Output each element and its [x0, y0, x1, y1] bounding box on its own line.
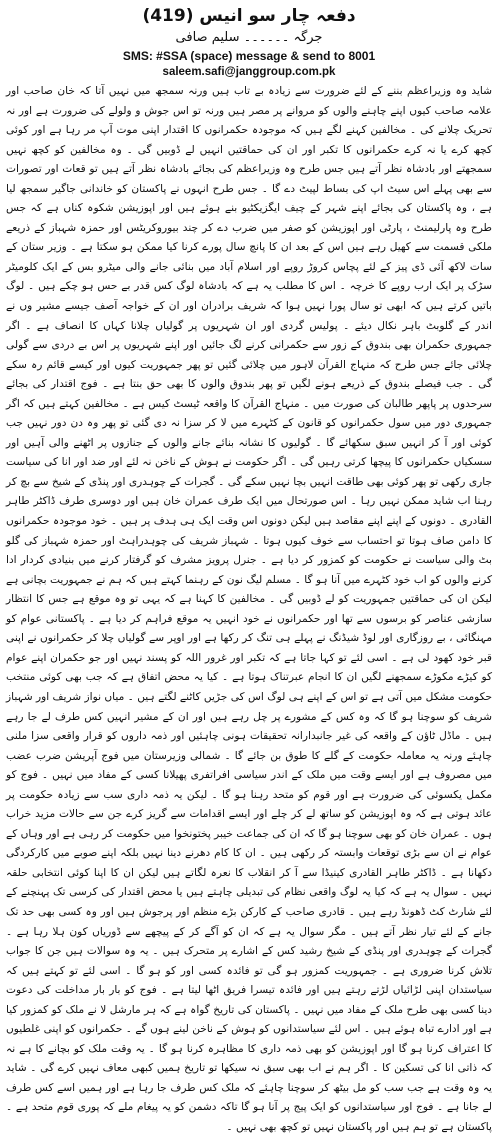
column-byline: جرگہ ۔۔۔۔۔۔ سلیم صافی: [175, 30, 323, 45]
column-title: دفعہ چار سو انیس (419): [142, 6, 356, 26]
column-header: [6, 4, 492, 80]
article-body: [6, 82, 492, 1133]
sms-instructions: SMS: #SSA (space) message & send to 8001: [122, 49, 376, 63]
article-paragraph: شاید وہ وزیراعظم بننے کے لئے ضرورت سے زیادہ بے تاب ہیں ورنہ سمجھ میں نہیں آتا کہ خان صاحب اور علامہ صاحب کیوں اپنے چاہنے والوں کو مروانے پر مصر ہیں ورنہ تو اس جوش و ولولے کی ضرورت ہے اور نہ تحریک چلانے کی ۔ مخالفین کہنے لگے ہیں کہ موجودہ حکمرانوں کا اقتدار اپنی موت آپ مر رہا ہے اور کوئی کچھ کرے یا نہ کرے حکمرانوں کا تکبر اور ان کی حماقتیں انہیں لے ڈوبیں گی ۔ وہ مخالفین کو کچھ نہیں سمجھتے اور بادشاہ نظر آتے ہیں جس طرح وہ وزیراعظم کی بجائے بادشاہ نظر آتے ہیں تو قعات اور تصورات سے بھی پہلے اس سیٹ اپ کی بساط لپیٹ دے گا ۔ جس طرح انہوں نے پاکستان کو خاندانی جاگیر سمجھ لیا ہے ، وہ پاکستان کی بجائے اپنے شہر کے چیف ایگزیکٹیو بنے ہوئے ہیں اور اپوزیشن شکوہ کناں ہے کہ جس طرح وہ پارلیمنٹ ، پارٹی اور اپوزیشن کو صفر میں ضرب دے کر چند بیوروکریٹس اور حمزہ شہباز کے ذریعے ملکی قسمت سے کھیل رہے ہیں اس کے بعد ان کا پانچ سال پورے کرنا کیا ممکن ہو سکتا ہے ۔ وزیر ستان کے سات لاکھ آئی ڈی پیز کے لئے پچاس کروڑ روپے اور اسلام آباد میں بنائی جانے والی میٹرو بس کے ایک کلومیٹر سڑک پر ایک ارب روپے کا خرچہ ۔ اس کا مطلب یہ ہے کہ بادشاہ لوگ کس قدر بے حس ہو چکے ہیں ۔ لوگ باتیں کرتے ہیں کہ ابھی تو سال پورا نہیں ہوا کہ شریف برادران اور ان کے خواجہ آصف جیسے مشیر وں نے اندر کے گلوبٹ باہر نکال دیئے ۔ پولیس گردی اور ان شہریوں پر گولیاں چلانا کہاں کا انصاف ہے ۔ اگر جمہوری حکمران بھی بندوق کے زور سے حکمرانی کرنے لگ جائیں اور اپنے شہریوں پر اس بے دردی سے گولی چلائی جائے جس طرح کہ منہاج القرآن لاہور میں چلائی گئیں تو پھر جمہوریت کیوں اور کیسے قائم رہ سکے گی ۔ جب فیصلے بندوق کے ذریعے ہونے لگیں تو پھر بندوق والوں کا بھی حق بنتا ہے ۔ فوج اقتدار کی بجائے سرحدوں پر پاپھر طالبان کی صورت میں ۔ منہاج القرآن کا واقعہ ٹیسٹ کیس ہے ۔ مخالفین کہتے ہیں کہ اگر جمہوری دور میں سول حکمرانوں کو قانون کے کٹہرے میں لا کر سزا نہ دی گئی تو پھر وہ دن دور نہیں جب کوئی اور آ کر انہیں سبق سکھائے گا ۔ گولیوں کا نشانہ بنائے جانے والوں کے جنازوں پر اٹھنے والی آہیں اور سسکیاں حکمرانوں کا پیچھا کرتی رہیں گی ۔ اگر حکومت نے ہوش کے ناخن نہ لئے اور ضد اور انا کی سیاست جاری رکھی تو پھر کوئی بھی طاقت انہیں بچا نہیں سکے گی ۔ گجرات کے چوہدری اور پنڈی کے شیخ سے بچ کر رہنا اب شاید ممکن نہیں رہا ۔ اس صورتحال میں ایک طرف عمران خان ہیں اور دوسری طرف ڈاکٹر طاہر القادری ۔ دونوں کے اپنے اپنے مقاصد ہیں لیکن دونوں اس وقت ایک ہی ہدف پر ہیں ۔ خود موجودہ حکمرانوں کا دامن صاف ہوتا تو احتساب سے خوف کیوں ہوتا ۔ شہباز شریف کی چوہدراہٹ اور حمزہ شہباز کی گلو بٹ والی سیاست نے حکومت کو کمزور کر دیا ہے ۔ جنرل پرویز مشرف کو گرفتار کرنے میں بنیادی کردار ادا کرنے والوں کو اب خود کٹہرے میں آنا ہو گا ۔ مسلم لیگ نون کے رہنما کہتے ہیں کہ ہم نے جمہوریت بچانی ہے لیکن ان کی حماقتیں جمہوریت کو لے ڈوبیں گی ۔ مخالفین کا کہنا ہے کہ یہی تو وہ موقع ہے جس کا انتظار سازشی عناصر کو برسوں سے تھا اور حکمرانوں نے خود انہیں یہ موقع فراہم کر دیا ہے ۔ پاکستانی عوام کو مہنگائی ، بے روزگاری اور لوڈ شیڈنگ نے پہلے ہی تنگ کر رکھا ہے اور اوپر سے گولیاں چلا کر حکمرانوں نے اپنی قبر خود کھود لی ہے ۔ اسی لئے تو کہا جاتا ہے کہ تکبر اور غرور اللہ کو پسند نہیں اور جو حکمران اپنے عوام کو کیڑے مکوڑے سمجھنے لگیں ان کا انجام عبرتناک ہوتا ہے ۔ کیا یہ محض اتفاق ہے کہ جب بھی کوئی منتخب حکومت مشکل میں آتی ہے تو اس کے اپنے ہی لوگ اس کی جڑیں کاٹنے لگتے ہیں ۔ میاں نواز شریف اور شہباز شریف کو سوچنا ہو گا کہ وہ کس کے مشورے پر چل رہے ہیں اور ان کے مشیر انہیں کس طرف لے جا رہے ہیں ۔ ماڈل ٹاؤن کے واقعہ کی غیر جانبدارانہ تحقیقات ہونی چاہئیں اور ذمہ داروں کو قرار واقعی سزا ملنی چاہئے ورنہ یہ معاملہ حکومت کے گلے کا طوق بن جائے گا ۔ شمالی وزیرستان میں فوج آپریشن ضرب عضب میں مصروف ہے اور ایسے وقت میں ملک کے اندر سیاسی افراتفری پھیلانا کسی کے مفاد میں نہیں ۔ فوج کو مکمل یکسوئی کی ضرورت ہے اور قوم کو متحد رہنا ہو گا ۔ لیکن یہ ذمہ داری سب سے زیادہ حکومت پر عائد ہوتی ہے کہ وہ اپوزیشن کو ساتھ لے کر چلے اور ایسے اقدامات سے گریز کرے جن سے حالات مزید خراب ہوں ۔ عمران خان کو بھی سوچنا ہو گا کہ ان کی جماعت خیبر پختونخوا میں حکومت کر رہی ہے اور وہاں کے عوام نے ان سے بڑی توقعات وابستہ کر رکھی ہیں ۔ ان کا کام دھرنے دینا نہیں بلکہ اپنے صوبے میں کارکردگی دکھانا ہے ۔ ڈاکٹر طاہر القادری کینیڈا سے آ کر انقلاب کا نعرہ لگاتے ہیں لیکن ان کا اپنا کوئی انتخابی حلقہ نہیں ۔ سوال یہ ہے کہ کیا یہ لوگ واقعی نظام کی تبدیلی چاہتے ہیں یا محض اقتدار کی کرسی تک پہنچنے کے لئے شارٹ کٹ ڈھونڈ رہے ہیں ۔ قادری صاحب کے کارکن بڑے منظم اور پرجوش ہیں اور وہ کسی بھی حد تک جانے کے لئے تیار نظر آتے ہیں ۔ مگر سوال یہ ہے کہ ان کو آگے کر کے پیچھے سے ڈوریاں کون ہلا رہا ہے ۔ گجرات کے چوہدری اور پنڈی کے شیخ رشید کس کے اشارے پر متحرک ہیں ۔ یہ وہ سوالات ہیں جن کا جواب تلاش کرنا ضروری ہے ۔ جمہوریت کمزور ہو گی تو فائدہ کسی اور کو ہو گا ۔ اسی لئے تو کہتے ہیں کہ سیاستدان اپنی لڑائیاں لڑتے رہتے ہیں اور فائدہ تیسرا فریق اٹھا لیتا ہے ۔ فوج کو بار بار مداخلت کی دعوت دینا کسی بھی طرح ملک کے مفاد میں نہیں ۔ پاکستان کی تاریخ گواہ ہے کہ ہر مارشل لا نے ملک کو کمزور کیا ہے اور ادارے تباہ ہوئے ہیں ۔ اس لئے سیاستدانوں کو ہوش کے ناخن لینے ہوں گے ۔ حکمرانوں کو اپنی غلطیوں کا اعتراف کرنا ہو گا اور اپوزیشن کو بھی ذمہ داری کا مظاہرہ کرنا ہو گا ۔ یہ وقت ملک کو بچانے کا ہے نہ کہ ذاتی انا کی تسکین کا ۔ اگر ہم نے اب بھی سبق نہ سیکھا تو تاریخ ہمیں کبھی معاف نہیں کرے گی ۔ شاید یہ وہ وقت ہے جب سب کو مل بیٹھ کر سوچنا چاہئے کہ ملک کس طرف جا رہا ہے اور ہمیں اسے کس طرف لے جانا ہے ۔ فوج اور سیاستدانوں کو ایک پیج پر آنا ہو گا تاکہ دشمن کو یہ پیغام ملے کہ پوری قوم متحد ہے ۔ پاکستان ہے تو ہم ہیں اور پاکستان نہیں تو کچھ بھی نہیں ۔: [6, 85, 492, 1133]
author-email: saleem.safi@janggroup.com.pk: [162, 66, 336, 78]
